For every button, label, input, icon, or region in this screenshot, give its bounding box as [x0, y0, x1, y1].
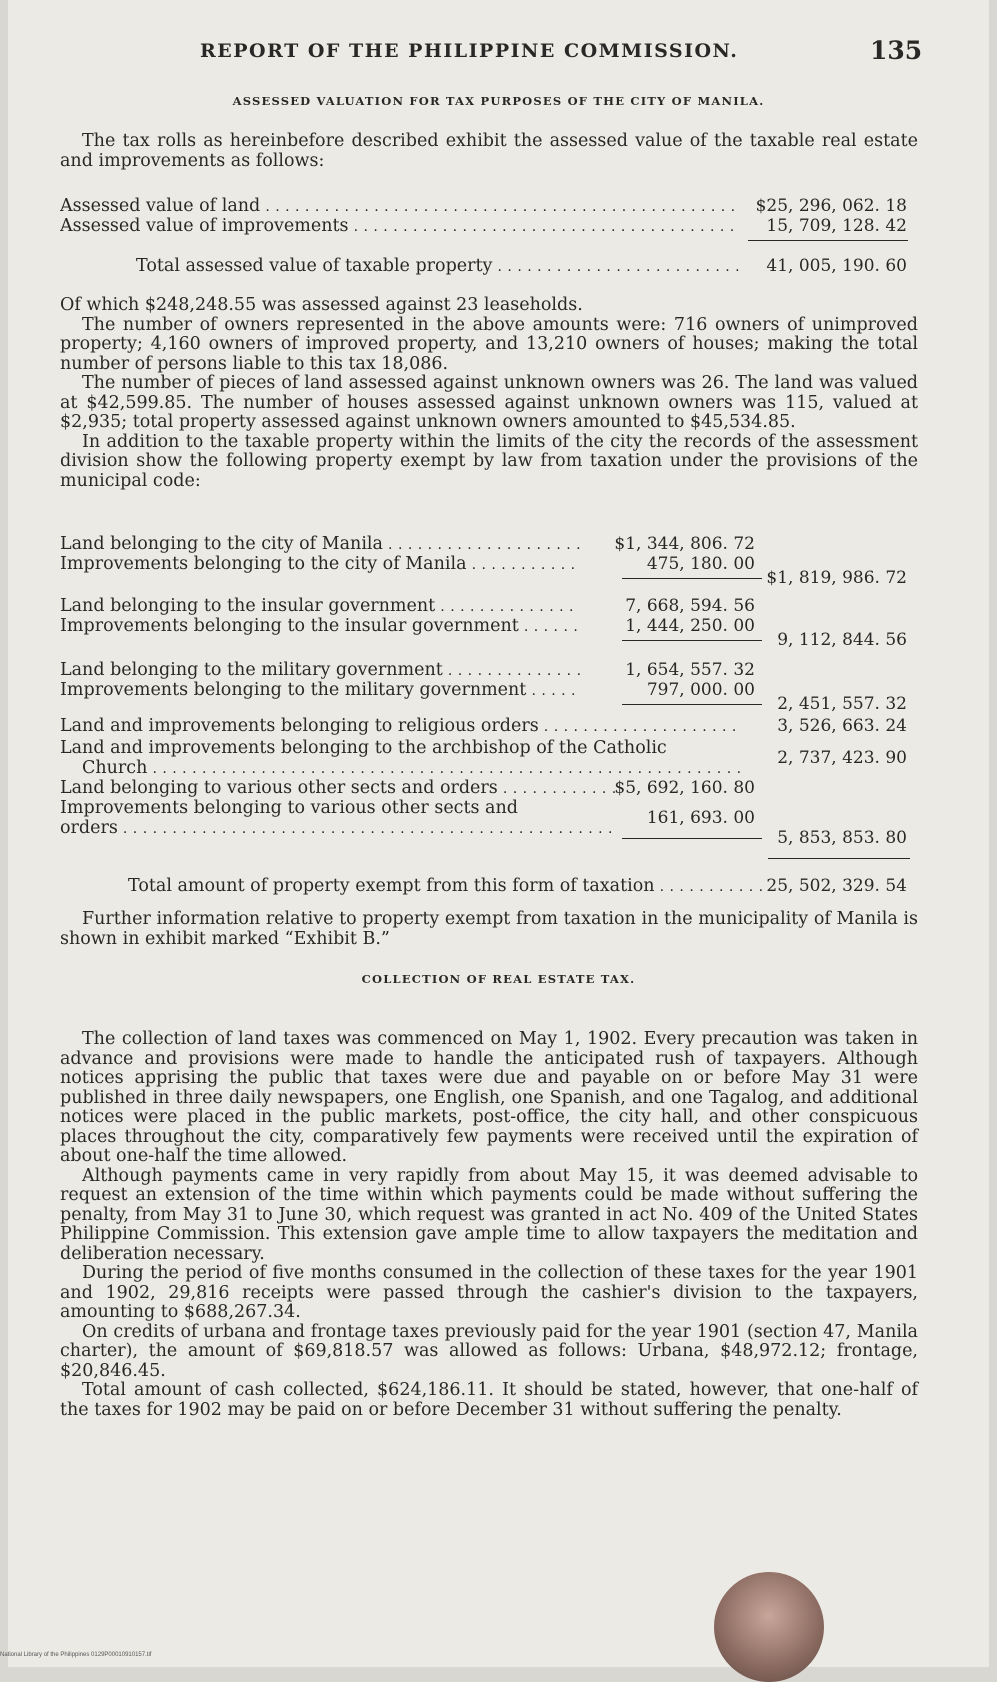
row-label: Improvements belonging to the city of Manila [60, 554, 467, 574]
paragraph: The tax rolls as hereinbefore described exhibit the assessed value of the taxable real estate and improvements as follows: [60, 131, 918, 171]
row-amount: 1, 654, 557. 32 [625, 660, 755, 680]
paragraph: In addition to the taxable property within the limits of the city the records of the assessment division show the following property exempt by law from taxation under the provisions of the municipal code: [60, 431, 918, 491]
row-amount: 1, 444, 250. 00 [625, 616, 755, 636]
valuation-notes [60, 296, 918, 491]
leader-row [60, 818, 616, 838]
group-subtotal: 3, 526, 663. 24 [777, 716, 907, 736]
leader-row [60, 596, 580, 616]
leader-row [60, 660, 580, 680]
paragraph: The number of pieces of land assessed against unknown owners was 26. The land was valued at $42,599.85. The number of houses assessed against unknown owners was 115, valued at $2,935; total property assessed against unknown owners amounted to $45,534.85. [60, 373, 918, 432]
section-heading-collection: COLLECTION OF REAL ESTATE TAX. [361, 972, 636, 986]
group-subtotal: 5, 853, 853. 80 [777, 828, 907, 848]
row-label: Assessed value of land [60, 196, 261, 216]
sum-rule [622, 640, 762, 641]
row-amount: 161, 693. 00 [646, 808, 755, 828]
sum-rule [622, 704, 762, 705]
leader-row [60, 616, 580, 636]
sum-rule [768, 858, 910, 859]
leader-row [60, 778, 616, 798]
row-amount: $5, 692, 160. 80 [614, 778, 755, 798]
row-amount: 15, 709, 128. 42 [766, 216, 907, 236]
intro-paragraph [60, 132, 918, 171]
total-label: Total assessed value of taxable property [136, 256, 493, 276]
row-label: Improvements belonging to various other sects and [60, 798, 518, 818]
leader-row [60, 680, 580, 700]
paragraph: Total amount of cash collected, $624,186.11. It should be stated, however, that one-half of the taxes for 1902 may be paid on or before December 31 without suffering the penalty. [60, 1380, 918, 1420]
row-amount: $25, 296, 062. 18 [755, 196, 907, 216]
row-amount: 7, 668, 594. 56 [625, 596, 755, 616]
collection-text [60, 1030, 918, 1420]
row-amount: 475, 180. 00 [646, 554, 755, 574]
group-subtotal: 2, 451, 557. 32 [777, 694, 907, 714]
row-label: Improvements belonging to the insular government [60, 616, 519, 636]
row-label: Land and improvements belonging to the archbishop of the Catholic [60, 738, 667, 758]
row-label: Assessed value of improvements [60, 216, 349, 236]
row-label: Land and improvements belonging to religious orders [60, 716, 539, 736]
row-label: Land belonging to the city of Manila [60, 534, 383, 554]
total-amount: 25, 502, 329. 54 [766, 876, 907, 896]
row-label: Land belonging to the military government [60, 660, 443, 680]
leader-row [82, 758, 740, 778]
running-title: REPORT OF THE PHILIPPINE COMMISSION. [200, 40, 739, 62]
paragraph: On credits of urbana and frontage taxes previously paid for the year 1901 (section 47, Manila charter), the amount of $69,818.57 was allowed as follows: Urbana, $48,972.12; frontage, $20,846.45. [60, 1321, 918, 1381]
group-subtotal: 2, 737, 423. 90 [777, 748, 907, 768]
row-label: Church [82, 758, 148, 778]
leader-row [60, 216, 740, 236]
sum-rule [748, 240, 908, 241]
row-label: Land belonging to various other sects and orders [60, 778, 498, 798]
paragraph: The collection of land taxes was commenced on May 1, 1902. Every precaution was taken in advance and provisions were made to handle the anticipated rush of taxpayers. Although notices apprising the public that taxes were due and payable on or before May 31 were published in three daily newspapers, one English, one Spanish, and one Tagalog, and additional notices were placed in the public markets, post-office, the city hall, and other conspicuous places throughout the city, comparatively few payments were received until the expiration of about one-half the time allowed. [60, 1029, 918, 1166]
leader-row [60, 196, 740, 216]
sum-rule [622, 578, 762, 579]
page-header [8, 36, 989, 66]
leader-row [128, 876, 768, 896]
sum-rule [622, 838, 762, 839]
paragraph: Further information relative to property exempt from taxation in the municipality of Manila is shown in exhibit marked “Exhibit B.” [60, 909, 918, 949]
row-amount: 797, 000. 00 [646, 680, 755, 700]
leader-row [136, 256, 740, 276]
group-subtotal: 9, 112, 844. 56 [777, 630, 907, 650]
section-heading-valuation: ASSESSED VALUATION FOR TAX PURPOSES OF THE CITY OF MANILA. [232, 94, 765, 108]
page-number: 135 [870, 36, 923, 65]
group-subtotal: $1, 819, 986. 72 [766, 568, 907, 588]
row-label: orders [60, 818, 118, 838]
further-info [60, 910, 918, 949]
row-label: Improvements belonging to the military government [60, 680, 527, 700]
leader-row [60, 534, 580, 554]
total-label: Total amount of property exempt from this form of taxation [128, 876, 655, 896]
row-label: Land belonging to the insular government [60, 596, 436, 616]
row-amount: $1, 344, 806. 72 [614, 534, 755, 554]
paragraph: Although payments came in very rapidly from about May 15, it was deemed advisable to request an extension of the time within which payments could be made without suffering the penalty, from May 31 to June 30, which request was granted in act No. 409 of the United States Philippine Commission. This extension gave ample time to allow taxpayers the meditation and deliberation necessary. [60, 1165, 918, 1264]
leader-row [60, 716, 740, 736]
total-amount: 41, 005, 190. 60 [766, 256, 907, 276]
paragraph: During the period of five months consumed in the collection of these taxes for the year 1901 and 1902, 29,816 receipts were passed through the cashier's division to the taxpayers, amounting to $688,267.34. [60, 1263, 918, 1322]
scan-source-note: National Library of the Philippines 0129P00010910157.tif [0, 1652, 152, 1658]
paragraph: Of which $248,248.55 was assessed against 23 leaseholds. [60, 295, 583, 315]
document-page [8, 0, 989, 1667]
scanner-thumb [714, 1572, 824, 1682]
paragraph: The number of owners represented in the above amounts were: 716 owners of unimproved property; 4,160 owners of improved property, and 13,210 owners of houses; making the total number of persons liable to this tax 18,086. [60, 314, 918, 374]
leader-row [60, 554, 580, 574]
